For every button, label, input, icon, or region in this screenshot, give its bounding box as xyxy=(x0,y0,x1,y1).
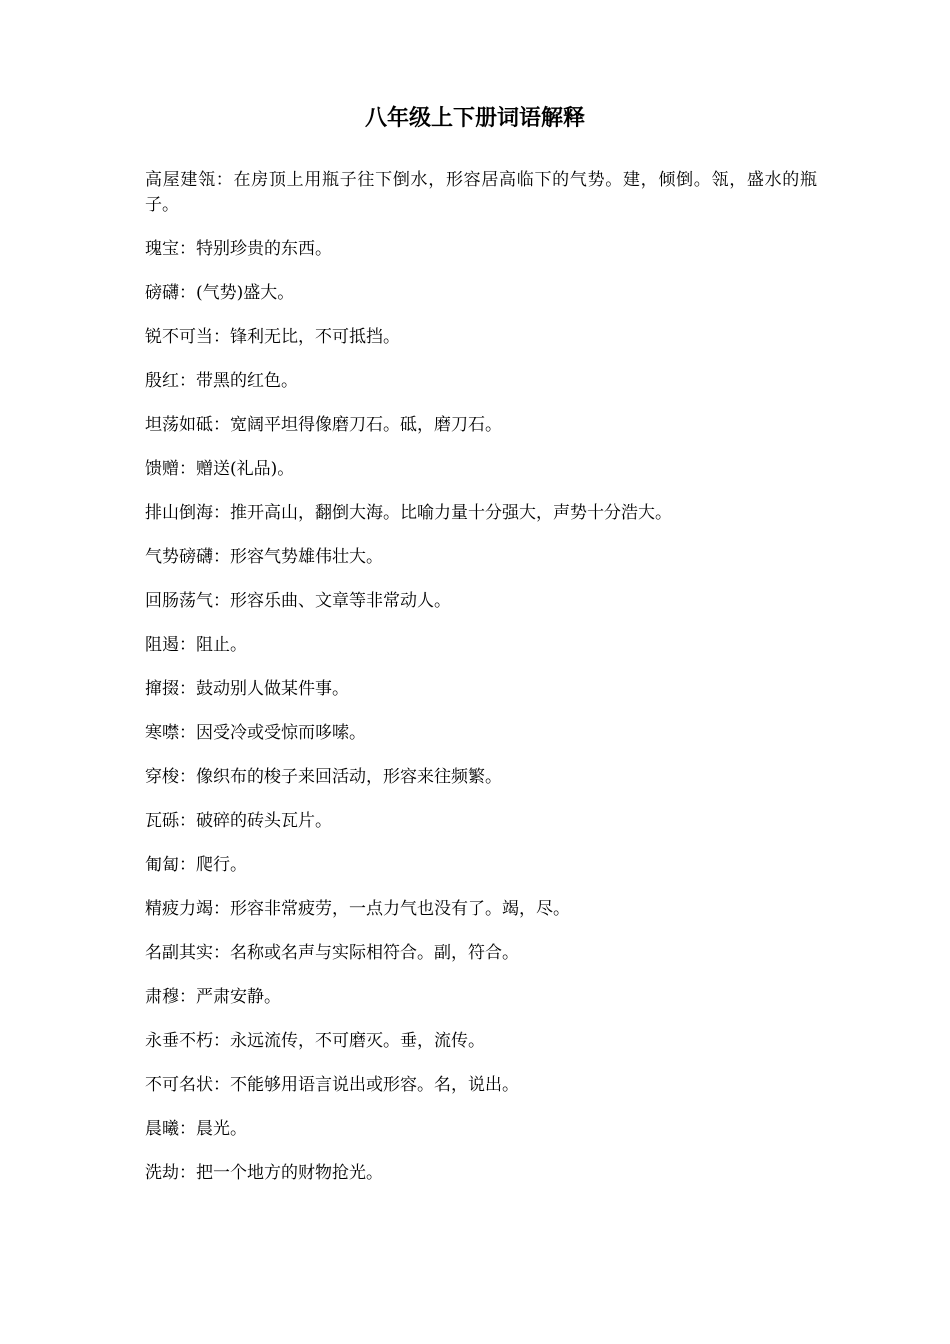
list-item: 穿梭：像织布的梭子来回活动，形容来往频繁。 xyxy=(145,767,502,787)
list-item: 馈赠：赠送(礼品)。 xyxy=(145,459,295,479)
list-item: 磅礴：(气势)盛大。 xyxy=(145,283,295,303)
list-item: 不可名状：不能够用语言说出或形容。名，说出。 xyxy=(145,1075,519,1095)
list-item: 匍匐：爬行。 xyxy=(145,855,247,875)
list-item: 气势磅礴：形容气势雄伟壮大。 xyxy=(145,547,383,567)
list-item: 排山倒海：推开高山，翻倒大海。比喻力量十分强大，声势十分浩大。 xyxy=(145,503,672,523)
list-item: 高屋建瓴：在房顶上用瓶子往下倒水，形容居高临下的气势。建，倾倒。瓴，盛水的瓶子。 xyxy=(145,170,817,215)
list-item: 晨曦：晨光。 xyxy=(145,1119,247,1139)
list-item: 锐不可当：锋利无比，不可抵挡。 xyxy=(145,327,400,347)
entry-list xyxy=(145,168,817,1205)
list-item: 寒噤：因受冷或受惊而哆嗦。 xyxy=(145,723,366,743)
list-item: 阻遏：阻止。 xyxy=(145,635,247,655)
list-item: 回肠荡气：形容乐曲、文章等非常动人。 xyxy=(145,591,451,611)
list-item: 精疲力竭：形容非常疲劳，一点力气也没有了。竭，尽。 xyxy=(145,899,570,919)
list-item: 瓦砾：破碎的砖头瓦片。 xyxy=(145,811,332,831)
list-item: 坦荡如砥：宽阔平坦得像磨刀石。砥，磨刀石。 xyxy=(145,415,502,435)
list-item: 永垂不朽：永远流传，不可磨灭。垂，流传。 xyxy=(145,1031,485,1051)
list-item: 殷红：带黑的红色。 xyxy=(145,371,298,391)
list-item: 撺掇：鼓动别人做某件事。 xyxy=(145,679,349,699)
list-item: 肃穆：严肃安静。 xyxy=(145,987,281,1007)
list-item: 洗劫：把一个地方的财物抢光。 xyxy=(145,1163,383,1183)
list-item: 瑰宝：特别珍贵的东西。 xyxy=(145,239,332,259)
list-item: 名副其实：名称或名声与实际相符合。副，符合。 xyxy=(145,943,519,963)
page-title: 八年级上下册词语解释 xyxy=(364,106,585,131)
